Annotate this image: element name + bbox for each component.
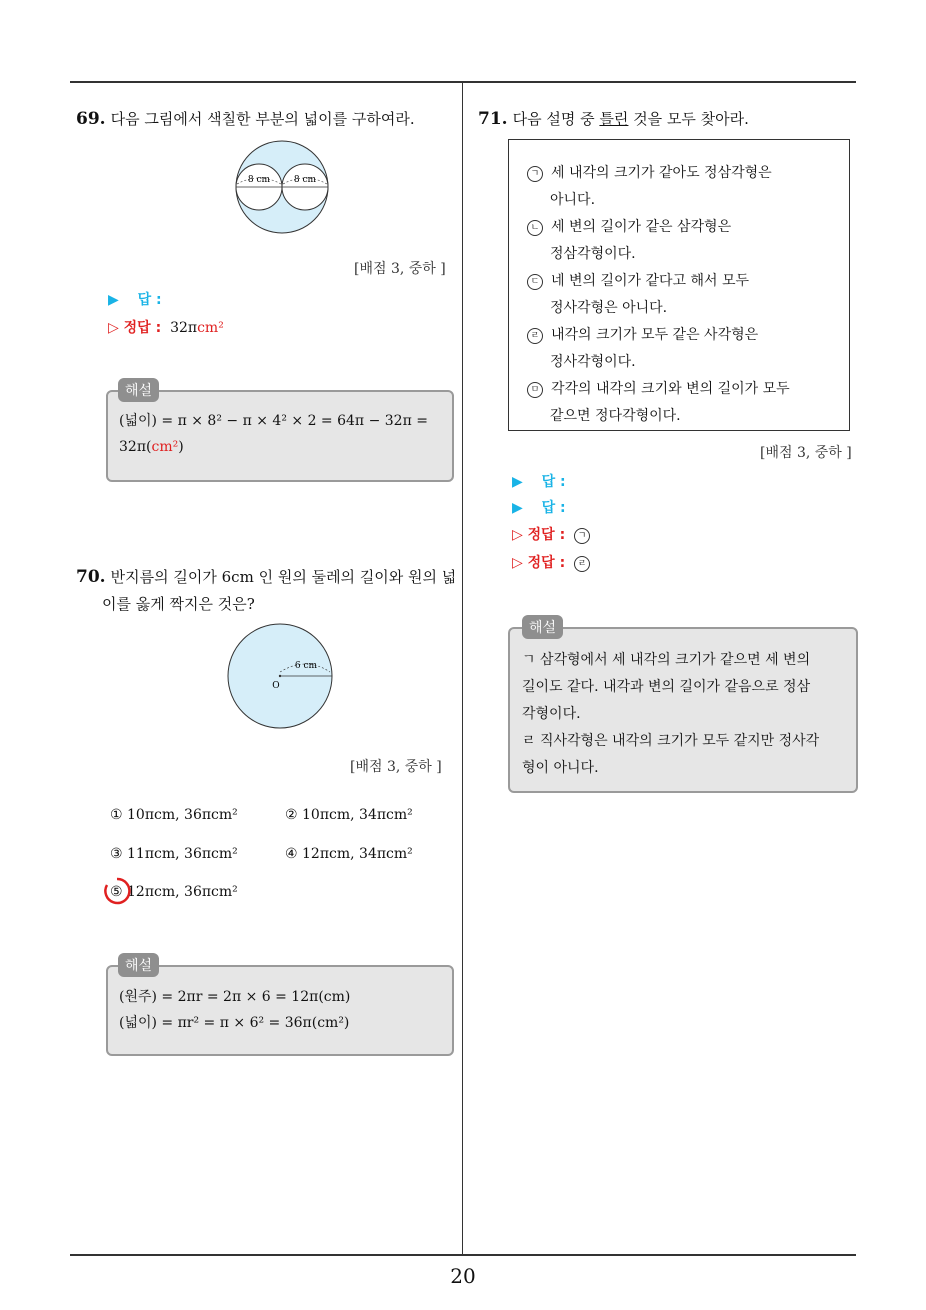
q70-explanation-tag: 해설: [118, 953, 159, 977]
q69-answer-row: [108, 289, 162, 309]
statement-1: ㄱ 세 내각의 크기가 같아도 정삼각형은 아니다.: [527, 160, 843, 214]
q69-score: [배점 3, 중하 ]: [354, 261, 446, 277]
statement-3: ㄷ 네 변의 길이가 같다고 해서 모두 정사각형은 아니다.: [527, 268, 843, 322]
q71-correct-row-2: [512, 552, 598, 572]
q69-explanation-tag: 해설: [118, 378, 159, 402]
mark-icon: ㄴ: [527, 220, 543, 236]
outline-play-icon: ▷: [108, 320, 119, 336]
question-text-before: 다음 설명 중: [512, 110, 600, 128]
label-center: O: [272, 681, 280, 691]
q70-figure: [226, 622, 334, 730]
q71-answer-row-2: [512, 497, 566, 517]
selected-answer-circle: [102, 876, 132, 906]
question-69: [76, 108, 456, 129]
mark-icon: ㄹ: [527, 328, 543, 344]
q71-explanation-box: [508, 627, 858, 793]
question-70: [76, 563, 458, 618]
q71-statements-box: [508, 139, 850, 431]
explanation-line-2: 길이도 같다. 내각과 변의 길이가 같음으로 정삼: [522, 679, 811, 695]
question-number: 70.: [76, 567, 106, 587]
mark-icon: ㅁ: [527, 382, 543, 398]
column-divider: [462, 82, 463, 1254]
statement-2: ㄴ 세 변의 길이가 같은 삼각형은 정삼각형이다.: [527, 214, 843, 268]
correct-value: ㄱ: [574, 528, 590, 544]
question-text: 다음 그림에서 색칠한 부분의 넓이를 구하여라.: [110, 110, 415, 128]
option-3[interactable]: ③ 11πcm, 36πcm²: [110, 846, 238, 862]
correct-label: 정답 :: [527, 527, 566, 543]
question-text-underlined: 틀린: [599, 110, 629, 128]
q71-score: [배점 3, 중하 ]: [760, 445, 852, 461]
correct-label: 정답 :: [123, 320, 162, 336]
question-71: [478, 108, 858, 129]
q69-explanation-box: [106, 390, 454, 482]
play-icon: ▶: [108, 292, 119, 308]
explanation-text: [522, 647, 850, 782]
correct-value: ㄹ: [574, 556, 590, 572]
correct-label: 정답 :: [527, 555, 566, 571]
mark-icon: ㄷ: [527, 274, 543, 290]
explanation-line-2: 32π(cm²): [119, 439, 184, 455]
explanation-line-3: 각형이다.: [522, 706, 581, 722]
q71-correct-row-1: [512, 524, 598, 544]
q69-correct-row: [108, 317, 224, 337]
answer-label: 답 :: [541, 500, 566, 516]
bottom-rule: [70, 1254, 856, 1256]
top-rule: [70, 81, 856, 83]
correct-unit: cm²: [197, 320, 224, 336]
explanation-line-2: (넓이) = πr² = π × 6² = 36π(cm²): [119, 1015, 350, 1031]
q71-answer-row-1: [512, 471, 566, 491]
explanation-text: [119, 408, 445, 460]
explanation-line-1: (넓이) = π × 8² − π × 4² × 2 = 64π − 32π =: [119, 413, 428, 429]
explanation-line-1: ㄱ 삼각형에서 세 내각의 크기가 같으면 세 변의: [522, 652, 811, 668]
q70-explanation-box: [106, 965, 454, 1056]
statement-4: ㄹ 내각의 크기가 모두 같은 사각형은 정사각형이다.: [527, 322, 843, 376]
answer-label: 답 :: [541, 474, 566, 490]
label-left-8cm: 8 cm: [247, 175, 271, 185]
page-number: 20: [450, 1264, 476, 1288]
label-radius: 6 cm: [294, 661, 318, 671]
option-1[interactable]: ① 10πcm, 36πcm²: [110, 807, 238, 823]
explanation-text: [119, 984, 445, 1036]
question-number: 69.: [76, 109, 106, 129]
explanation-line-1: (원주) = 2πr = 2π × 6 = 12π(cm): [119, 989, 351, 1005]
question-text-line-1: 반지름의 길이가 6cm 인 원의 둘레의 길이와 원의 넓: [110, 568, 457, 586]
outline-play-icon: ▷: [512, 527, 523, 543]
answer-label: 답 :: [137, 292, 162, 308]
question-text-line-2: 이를 옳게 짝지은 것은?: [102, 595, 255, 613]
q70-score: [배점 3, 중하 ]: [350, 759, 442, 775]
label-right-8cm: 8 cm: [293, 175, 317, 185]
mark-icon: ㄱ: [527, 166, 543, 182]
option-4[interactable]: ④ 12πcm, 34πcm²: [285, 846, 413, 862]
statement-5: ㅁ 각각의 내각의 크기와 변의 길이가 모두 같으면 정다각형이다.: [527, 376, 843, 430]
q69-figure: [232, 140, 332, 236]
explanation-line-4: ㄹ 직사각형은 내각의 크기가 모두 같지만 정사각: [522, 733, 820, 749]
option-2[interactable]: ② 10πcm, 34πcm²: [285, 807, 413, 823]
q71-explanation-tag: 해설: [522, 615, 563, 639]
play-icon: ▶: [512, 474, 523, 490]
correct-value: 32π: [170, 320, 198, 336]
outline-play-icon: ▷: [512, 555, 523, 571]
question-number: 71.: [478, 109, 508, 129]
explanation-line-5: 형이 아니다.: [522, 760, 599, 776]
option-5[interactable]: ⑤ 12πcm, 36πcm²: [110, 884, 238, 900]
question-text-after: 것을 모두 찾아라.: [628, 110, 749, 128]
statement-list: [527, 160, 843, 430]
play-icon: ▶: [512, 500, 523, 516]
